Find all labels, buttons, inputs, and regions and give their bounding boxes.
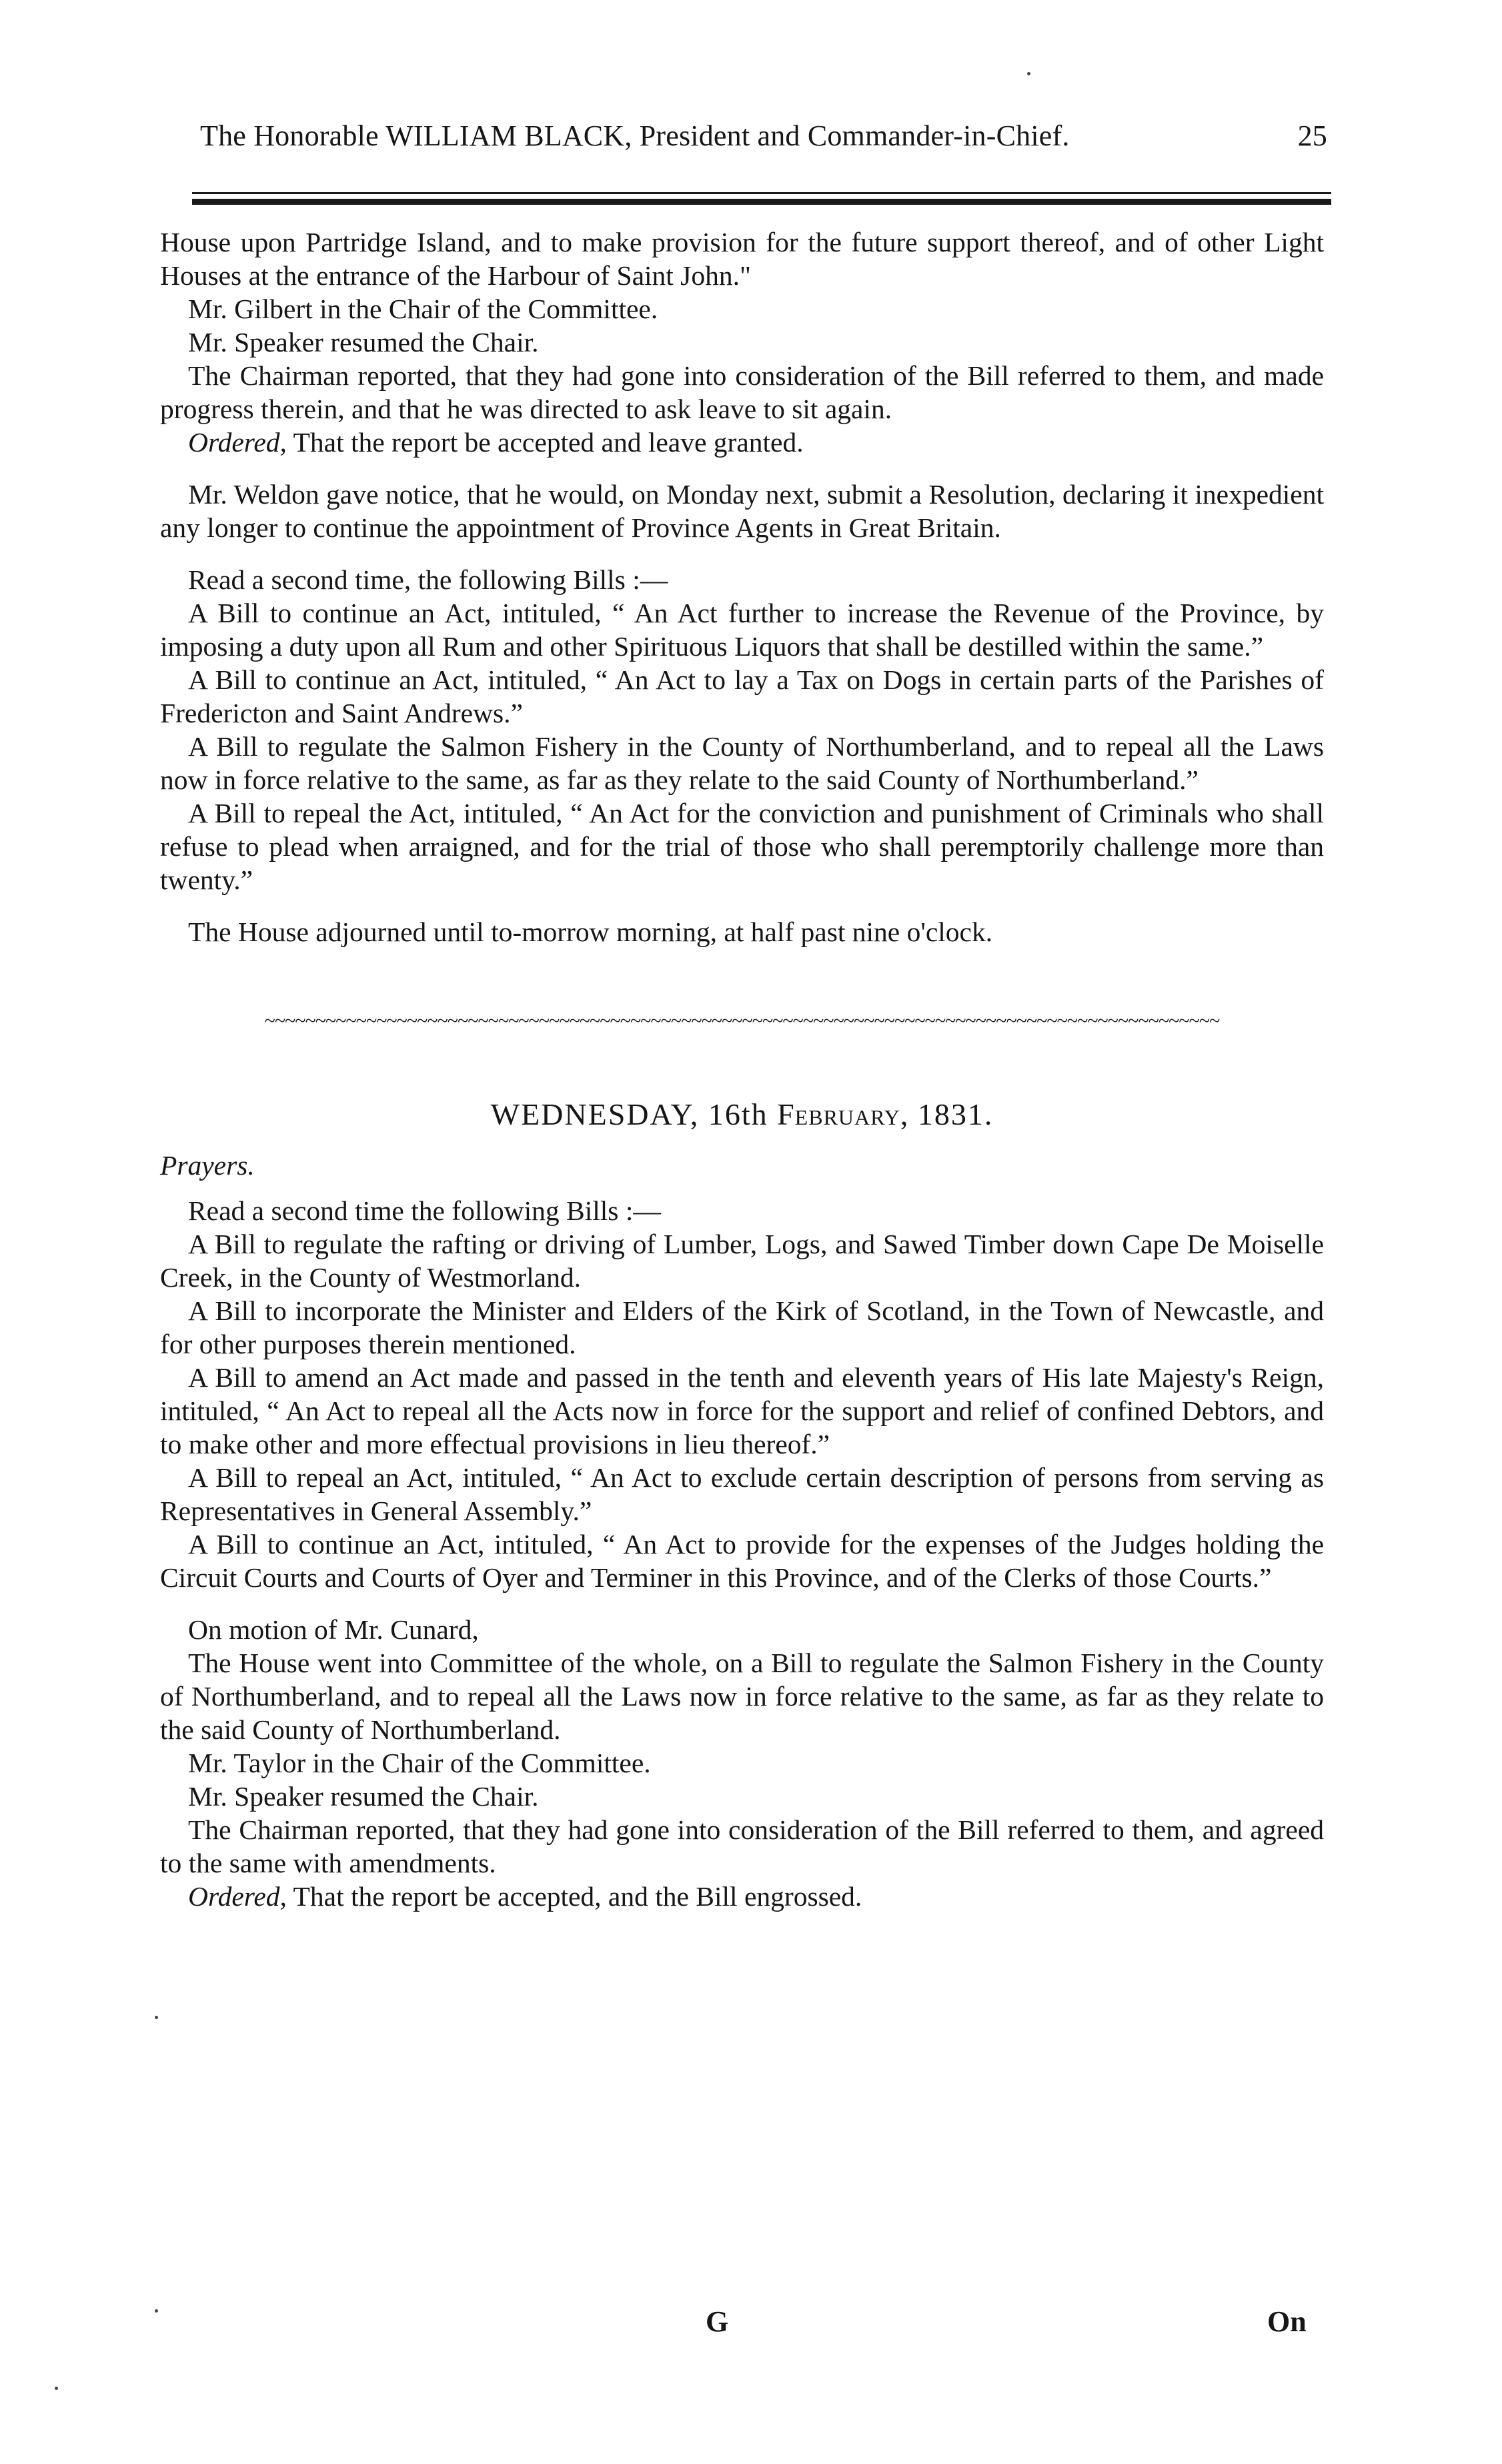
- bill-item: A Bill to repeal an Act, intituled, “ An Act to exclude certain description of persons from serving as Representatives in General Assembly.”: [160, 1462, 1324, 1526]
- ordered-text: That the report be accepted and leave granted.: [293, 427, 804, 458]
- chairman-report: The Chairman reported, that they had gone into consideration of the Bill referred to them, and made progress therein, and that he was directed to ask leave to sit again.: [160, 360, 1324, 424]
- speaker-resumed-line: Mr. Speaker resumed the Chair.: [188, 1781, 539, 1812]
- committee-of-whole: The House went into Committee of the whole, on a Bill to regulate the Salmon Fishery in the County of Northumberland, and to repeal all the Laws now in force relative to the same, as far as they relate to the said County of Northumberland.: [160, 1648, 1324, 1745]
- committee-chair-line: Mr. Gilbert in the Chair of the Committee.: [188, 293, 658, 324]
- page-body: [160, 225, 1324, 1913]
- committee-chair-line: Mr. Taylor in the Chair of the Committee.: [188, 1748, 651, 1778]
- date-date: 16th: [708, 1097, 768, 1131]
- bill-item: A Bill to amend an Act made and passed in the tenth and eleventh years of His late Majesty's Reign, intituled, “ An Act to repeal all the Acts now in force for the support and relief of confined Debtors, and to make other and more effectual provisions in lieu thereof.”: [160, 1362, 1324, 1459]
- header-rule-thin: [192, 192, 1331, 194]
- running-header: [200, 119, 1327, 153]
- read-second-time-heading: Read a second time the following Bills :—: [188, 1195, 661, 1226]
- page-number: 25: [1297, 119, 1327, 152]
- bill-item: A Bill to continue an Act, intituled, “ An Act to provide for the expenses of the Judges holding the Circuit Courts and Courts of Oyer and Terminer in this Province, and of the Clerks of those Courts.”: [160, 1529, 1324, 1593]
- ordered-line: [160, 1880, 1324, 1913]
- weldon-notice: Mr. Weldon gave notice, that he would, on Monday next, submit a Resolution, declaring it inexpedient any longer to continue the appointment of Province Agents in Great Britain.: [160, 479, 1324, 543]
- ink-speck: [1027, 72, 1030, 75]
- bill-item: A Bill to continue an Act, intituled, “ An Act further to increase the Revenue of the Province, by imposing a duty upon all Rum and other Spirituous Liquors that shall be destilled within the same.”: [160, 598, 1324, 662]
- bill-item: A Bill to continue an Act, intituled, “ An Act to lay a Tax on Dogs in certain parts of the Parishes of Fredericton and Saint Andrews.”: [160, 664, 1324, 728]
- ordered-label: Ordered,: [188, 427, 287, 458]
- continued-paragraph: House upon Partridge Island, and to make provision for the future support thereof, and of other Light Houses at the entrance of the Harbour of Saint John.": [160, 227, 1324, 291]
- cunard-motion: On motion of Mr. Cunard,: [188, 1614, 479, 1645]
- header-rule-thick: [192, 199, 1331, 205]
- bill-item: A Bill to regulate the rafting or driving of Lumber, Logs, and Sawed Timber down Cape De Moiselle Creek, in the County of Westmorland.: [160, 1229, 1324, 1293]
- date-year: 1831.: [917, 1097, 994, 1131]
- date-day: WEDNESDAY,: [490, 1097, 700, 1131]
- date-month: February,: [777, 1097, 909, 1131]
- speaker-resumed-line: Mr. Speaker resumed the Chair.: [188, 327, 539, 358]
- ink-speck: [155, 2016, 158, 2019]
- prayers-label: Prayers.: [160, 1150, 255, 1181]
- bill-item: A Bill to incorporate the Minister and Elders of the Kirk of Scotland, in the Town of Newcastle, and for other purposes therein mentioned.: [160, 1295, 1324, 1359]
- ornamental-divider: ~~~~~~~~~~~~~~~~~~~~~~~~~~~~~~~~~~~~~~~~~~~~~~~~~~~~~~~~~~~~~~~~~~~~~~~~~~~~~~~~~~~~~~~~~~~~~~: [264, 1010, 1220, 1032]
- catchword: On: [1267, 2305, 1307, 2338]
- ordered-text: That the report be accepted, and the Bill engrossed.: [293, 1881, 862, 1912]
- read-second-time-heading: Read a second time, the following Bills :—: [188, 564, 668, 595]
- date-heading: [160, 1098, 1324, 1131]
- running-title: The Honorable WILLIAM BLACK, President and Commander-in-Chief.: [200, 119, 1070, 152]
- ordered-line: [160, 426, 1324, 459]
- ink-speck: [155, 2309, 158, 2313]
- signature-mark: G: [706, 2305, 729, 2338]
- prayers-line: [160, 1149, 1324, 1182]
- ink-speck: [55, 2387, 58, 2390]
- chairman-report: The Chairman reported, that they had gone into consideration of the Bill referred to them, and agreed to the same with amendments.: [160, 1814, 1324, 1878]
- ordered-label: Ordered,: [188, 1881, 287, 1912]
- bill-item: A Bill to regulate the Salmon Fishery in the County of Northumberland, and to repeal all the Laws now in force relative to the same, as far as they relate to the said County of Northumberland.”: [160, 731, 1324, 795]
- bill-item: A Bill to repeal the Act, intituled, “ An Act for the conviction and punishment of Criminals who shall refuse to plead when arraigned, and for the trial of those who shall peremptorily challenge more than twenty.”: [160, 798, 1324, 895]
- adjournment-line: The House adjourned until to-morrow morning, at half past nine o'clock.: [188, 916, 993, 947]
